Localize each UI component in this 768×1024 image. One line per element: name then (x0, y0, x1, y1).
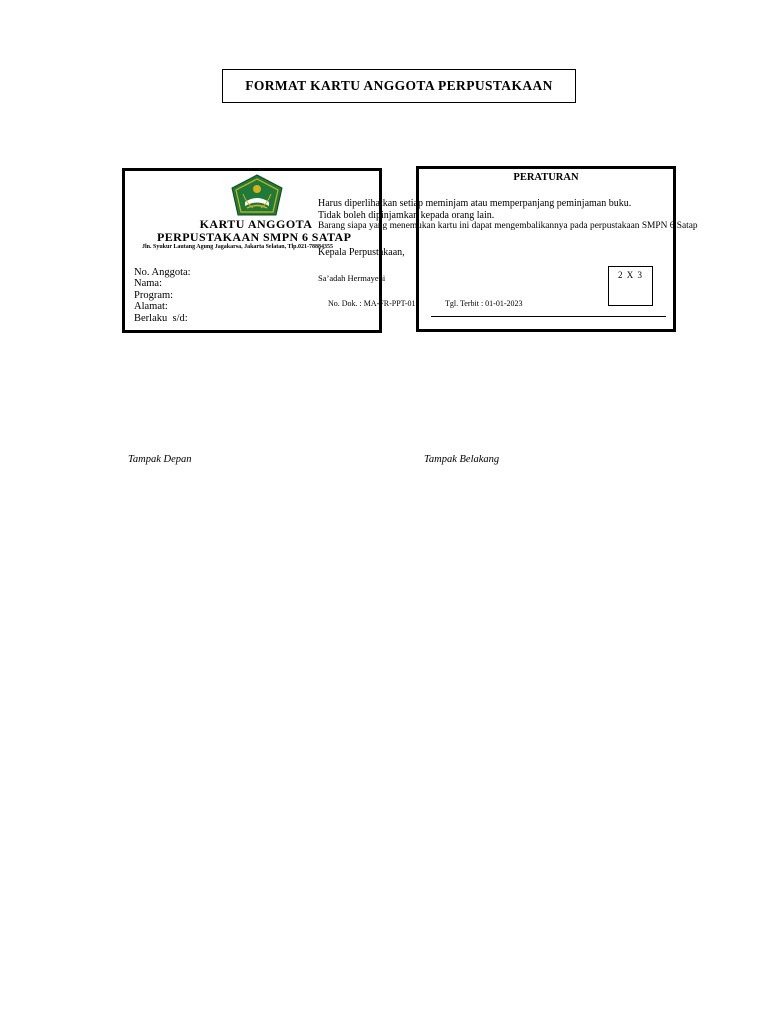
photo-placeholder (608, 266, 653, 306)
signer-label: Kepala Perpustakaan, (318, 247, 405, 258)
divider-line (431, 316, 666, 317)
caption-front: Tampak Depan (128, 454, 192, 465)
ministry-emblem-icon (231, 174, 283, 216)
document-number: No. Dok. : MA-FR-PPT-01 (328, 299, 416, 308)
field-address: Alamat: (134, 301, 168, 313)
page-title-box (222, 69, 576, 103)
rule-item: Tidak boleh dipinjamkan kepada orang lain. (318, 209, 495, 221)
page-title: FORMAT KARTU ANGGOTA PERPUSTAKAAN (245, 78, 553, 93)
caption-back: Tampak Belakang (424, 454, 500, 465)
photo-size-label: 2 X 3 (618, 270, 643, 280)
field-name: Nama: (134, 278, 162, 290)
rule-item: Harus diperlihatkan setiap meminjam atau memperpanjang peminjaman buku. (318, 198, 632, 209)
card-subtitle: PERPUSTAKAAN SMPN 6 SATAP (157, 230, 352, 244)
card-title: KARTU ANGGOTA (199, 217, 313, 231)
signer-name: Sa’adah Hermayeni (318, 273, 386, 283)
member-fields (134, 267, 191, 324)
field-member-number: No. Anggota: (134, 267, 191, 278)
field-program: Program: (134, 289, 174, 301)
document-date: Tgl. Terbit : 01-01-2023 (445, 299, 523, 308)
rules-list (318, 198, 698, 233)
card-address: Jln. Syukur Lautang Agung Jagakarsa, Jakarta Selatan, Tlp.021-78884355 (142, 244, 333, 250)
field-valid-until: Berlaku s/d: (134, 312, 188, 324)
rule-item: Barang siapa yang menemukan kartu ini dapat mengembalikannya pada perpustakaan SMPN 6 Satap (318, 221, 698, 232)
rules-title: PERATURAN (513, 172, 579, 183)
